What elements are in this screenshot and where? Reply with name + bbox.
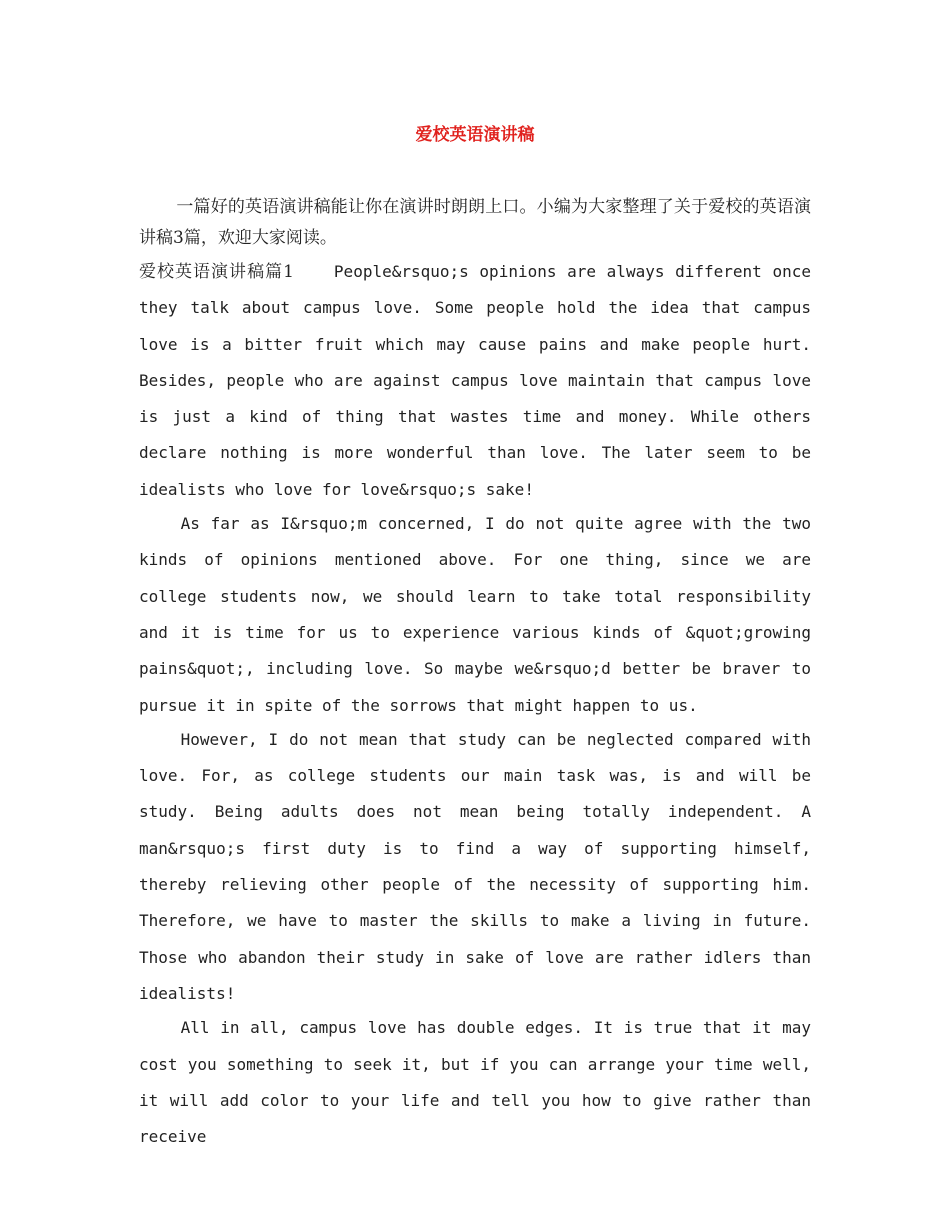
intro-paragraph: 一篇好的英语演讲稿能让你在演讲时朗朗上口。小编为大家整理了关于爱校的英语演讲稿3篇，欢迎大家阅读。 [139,197,811,248]
body-paragraph-4: All in all, campus love has double edges. It is true that it may cost you something to seek it, but if you can arrange your time well, it will add color to your life and tell you how to give rather than receive [139,1018,811,1147]
body-paragraph-2: As far as I&rsquo;m concerned, I do not quite agree with the two kinds of opinions mentioned above. For one thing, since we are college students now, we should learn to take total responsibility and it is time for us to experience various kinds of &quot;growing pains&quot;, including love. So maybe we&rsquo;d better be braver to pursue it in spite of the sorrows that might happen to us. [139,514,811,715]
body-paragraph-3: However, I do not mean that study can be neglected compared with love. For, as college students our main task was, is and will be study. Being adults does not mean being totally independent. A man&rsquo;s first duty is to find a way of supporting himself, thereby relieving other people of the necessity of supporting him. Therefore, we have to master the skills to make a living in future. Those who abandon their study in sake of love are rather idlers than idealists! [139,729,811,1003]
document-body [139,192,811,1155]
body-paragraph-1 [139,254,811,508]
paragraph-text-1: People&rsquo;s opinions are always different once they talk about campus love. Some people hold the idea that campus love is a bitter fruit which may cause pains and make people hurt. Besides, people who are against campus love maintain that campus love is just a kind of thing that wastes time and money. While others declare nothing is more wonderful than love. The later seem to be idealists who love for love&rsquo;s sake! [139,262,811,499]
document-title: 爱校英语演讲稿 [415,125,535,145]
section-heading: 爱校英语演讲稿篇1 [139,262,294,282]
